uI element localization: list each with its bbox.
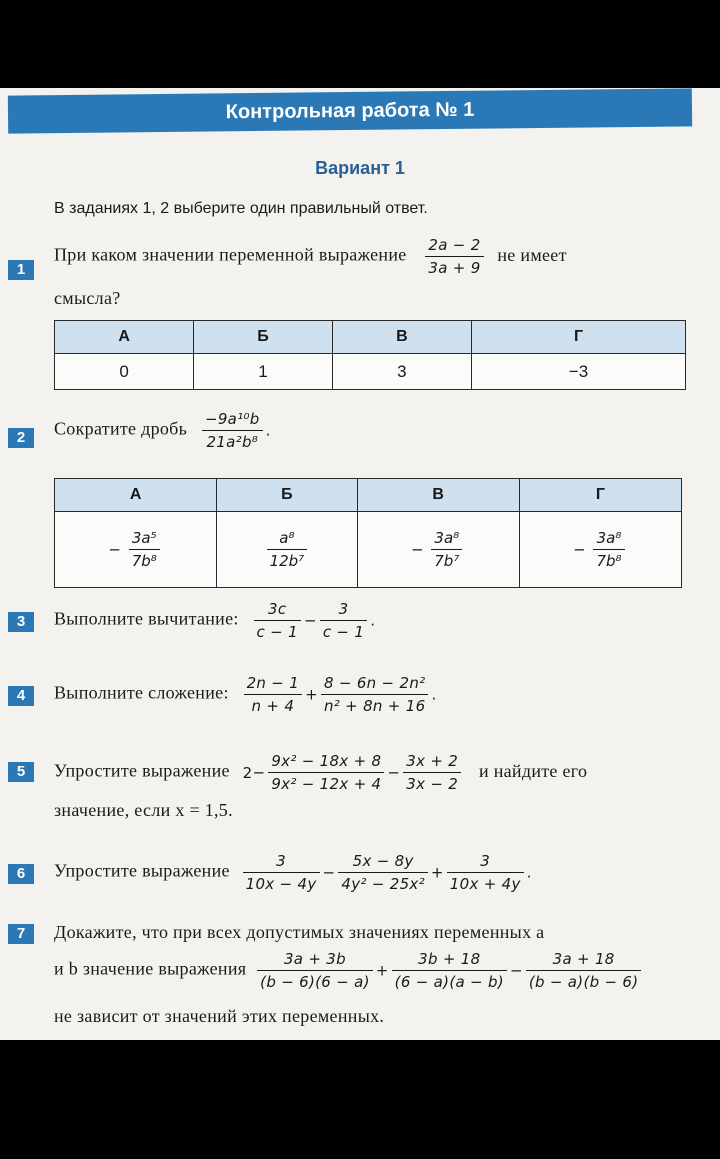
task-7-text-line1: Докажите, что при всех допустимых значениях переменных a bbox=[54, 922, 545, 942]
option-header-d: Г bbox=[471, 321, 685, 354]
task-3-fraction-2 bbox=[320, 600, 367, 641]
fraction-numerator: 3a + 3b bbox=[257, 950, 373, 971]
option-sign: − bbox=[108, 540, 121, 559]
task-5-fraction-2 bbox=[403, 752, 461, 793]
task-4-fraction-2 bbox=[321, 674, 428, 715]
fraction-denominator: 10x − 4y bbox=[245, 875, 317, 893]
task-1-text-line2: смысла? bbox=[54, 288, 121, 308]
option-value-c bbox=[357, 512, 519, 588]
option-header-a: А bbox=[55, 321, 194, 354]
option-value-b: 1 bbox=[194, 354, 333, 390]
task-number-3: 3 bbox=[8, 612, 34, 632]
fraction-numerator: −9a¹⁰b bbox=[202, 410, 263, 431]
fraction-numerator: 3x + 2 bbox=[403, 752, 461, 773]
option-value-d: −3 bbox=[471, 354, 685, 390]
fraction-denominator: c − 1 bbox=[256, 623, 298, 641]
task-number-5: 5 bbox=[8, 762, 34, 782]
task-1-answer-table bbox=[54, 320, 686, 390]
task-2-label: Сократите дробь bbox=[54, 418, 188, 439]
task-7-fraction-2 bbox=[392, 950, 507, 991]
fraction-numerator: 3b + 18 bbox=[392, 950, 507, 971]
fraction-denominator: 10x + 4y bbox=[449, 875, 521, 893]
option-value-a bbox=[55, 512, 217, 588]
fraction-denominator: 7b⁷ bbox=[434, 552, 460, 570]
task-5-text-after: и найдите его bbox=[478, 760, 588, 781]
task-number-7: 7 bbox=[8, 924, 34, 944]
option-value-c: 3 bbox=[332, 354, 471, 390]
fraction-numerator: 3 bbox=[320, 600, 367, 621]
option-header-b: Б bbox=[194, 321, 333, 354]
variant-heading: Вариант 1 bbox=[315, 158, 405, 178]
task-6-fraction-2 bbox=[338, 852, 428, 893]
task-5-lead-number: 2 bbox=[242, 763, 253, 782]
task-7-fraction-1 bbox=[257, 950, 373, 991]
task-6-text: Упростите выражение $\frac{3}{10x - 4y}$ − $\frac{5x - 8y}{\text{4y² − 25x²}}$ + $\frac{3}{10x + 4y}$ . bbox=[54, 852, 532, 893]
task-7-text-line3: не зависит от значений этих переменных. bbox=[54, 1006, 385, 1026]
fraction-denominator: 21a²b⁸ bbox=[206, 433, 259, 451]
option-value-a: 0 bbox=[55, 354, 194, 390]
fraction-numerator: 2a − 2 bbox=[425, 236, 483, 257]
task-5-label: Упростите выражение bbox=[54, 760, 230, 781]
task-number-6: 6 bbox=[8, 864, 34, 884]
fraction-numerator: a⁸ bbox=[267, 529, 308, 550]
instruction-text: В заданиях 1, 2 выберите один правильный ответ. bbox=[54, 200, 428, 217]
task-1-fraction bbox=[425, 236, 483, 277]
task-4-label: Выполните сложение: bbox=[54, 682, 229, 703]
fraction-numerator: 9x² − 18x + 8 bbox=[268, 752, 384, 773]
fraction-numerator: 3c bbox=[254, 600, 301, 621]
task-6-label: Упростите выражение bbox=[54, 860, 230, 881]
task-1-text-before: При каком значении переменной выражение bbox=[54, 244, 407, 265]
option-header-b: Б bbox=[217, 479, 357, 512]
task-7-text-line2: и b значение выражения $\frac{3a + 3b}{(b - 6)(6 - a)}$ + $\frac{3b + 18}{(6 - a)(a - b)}$ − $\frac{3a + 18}{(b - a)(b - 6)}$ bbox=[54, 950, 644, 991]
task-2-answer-table bbox=[54, 478, 682, 588]
option-fraction bbox=[267, 529, 308, 570]
task-number-1: 1 bbox=[8, 260, 34, 280]
task-7-fraction-3 bbox=[526, 950, 642, 991]
task-3-fraction-1 bbox=[254, 600, 301, 641]
task-1-text bbox=[54, 236, 567, 277]
page-title-banner: Контрольная работа № 1 bbox=[8, 88, 692, 133]
option-fraction bbox=[431, 529, 462, 570]
textbook-page bbox=[0, 88, 720, 1040]
option-header-c: В bbox=[357, 479, 519, 512]
task-1-text-after: не имеет bbox=[497, 244, 567, 265]
fraction-numerator: 2n − 1 bbox=[244, 674, 303, 695]
task-3-label: Выполните вычитание: bbox=[54, 608, 239, 629]
option-header-a: А bbox=[55, 479, 217, 512]
task-2-fraction bbox=[202, 410, 263, 451]
fraction-numerator: 3 bbox=[447, 852, 524, 873]
task-5-text-line2: значение, если x = 1,5. bbox=[54, 800, 233, 820]
task-number-4: 4 bbox=[8, 686, 34, 706]
fraction-denominator: n² + 8n + 16 bbox=[323, 697, 426, 715]
task-2-text: Сократите дробь $\frac{\text{−9a¹⁰b}}{\text{21a²b⁸}}$ . bbox=[54, 410, 271, 451]
task-6-fraction-1 bbox=[243, 852, 320, 893]
option-header-d: Г bbox=[519, 479, 681, 512]
option-header-c: В bbox=[332, 321, 471, 354]
task-6-fraction-3 bbox=[447, 852, 524, 893]
fraction-numerator: 3a⁸ bbox=[431, 529, 462, 550]
option-sign: − bbox=[573, 540, 586, 559]
fraction-numerator: 8 − 6n − 2n² bbox=[321, 674, 428, 695]
fraction-denominator: c − 1 bbox=[322, 623, 365, 641]
fraction-denominator: 9x² − 12x + 4 bbox=[271, 775, 382, 793]
task-7-label: и b значение выражения bbox=[54, 958, 247, 979]
option-fraction bbox=[129, 529, 160, 570]
task-4-text: Выполните сложение: $\frac{2n - 1}{n + 4}$ + $\frac{\text{8 − 6n − 2n²}}{\text{n² + 8n + 16}}$ . bbox=[54, 674, 437, 715]
option-fraction bbox=[593, 529, 624, 570]
task-5-fraction-1 bbox=[268, 752, 384, 793]
task-4-fraction-1 bbox=[244, 674, 303, 715]
task-5-text: Упростите выражение 2− $\frac{\text{9x² − 18x + 8}}{\text{9x² − 12x + 4}}$ − $\frac{3x + 2}{3x - 2}$ и найдите его bbox=[54, 752, 588, 793]
fraction-denominator: (b − 6)(6 − a) bbox=[260, 973, 370, 991]
fraction-denominator: 12b⁷ bbox=[269, 552, 305, 570]
fraction-denominator: 7b⁸ bbox=[596, 552, 622, 570]
task-number-2: 2 bbox=[8, 428, 34, 448]
fraction-denominator: 4y² − 25x² bbox=[341, 875, 425, 893]
option-value-b bbox=[217, 512, 357, 588]
fraction-numerator: 3 bbox=[243, 852, 320, 873]
option-value-d bbox=[519, 512, 681, 588]
option-sign: − bbox=[410, 540, 424, 559]
fraction-denominator: 3x − 2 bbox=[406, 775, 459, 793]
fraction-denominator: 7b⁸ bbox=[131, 552, 157, 570]
fraction-denominator: (6 − a)(a − b) bbox=[394, 973, 504, 991]
fraction-numerator: 3a⁸ bbox=[593, 529, 624, 550]
fraction-numerator: 3a + 18 bbox=[526, 950, 642, 971]
task-3-text: Выполните вычитание: $\frac{3c}{c - 1}$ − $\frac{3}{c - 1}$ . bbox=[54, 600, 376, 641]
fraction-denominator: (b − a)(b − 6) bbox=[528, 973, 639, 991]
fraction-numerator: 5x − 8y bbox=[338, 852, 428, 873]
fraction-denominator: 3a + 9 bbox=[428, 259, 481, 277]
fraction-denominator: n + 4 bbox=[251, 697, 295, 715]
fraction-numerator: 3a⁵ bbox=[129, 529, 160, 550]
